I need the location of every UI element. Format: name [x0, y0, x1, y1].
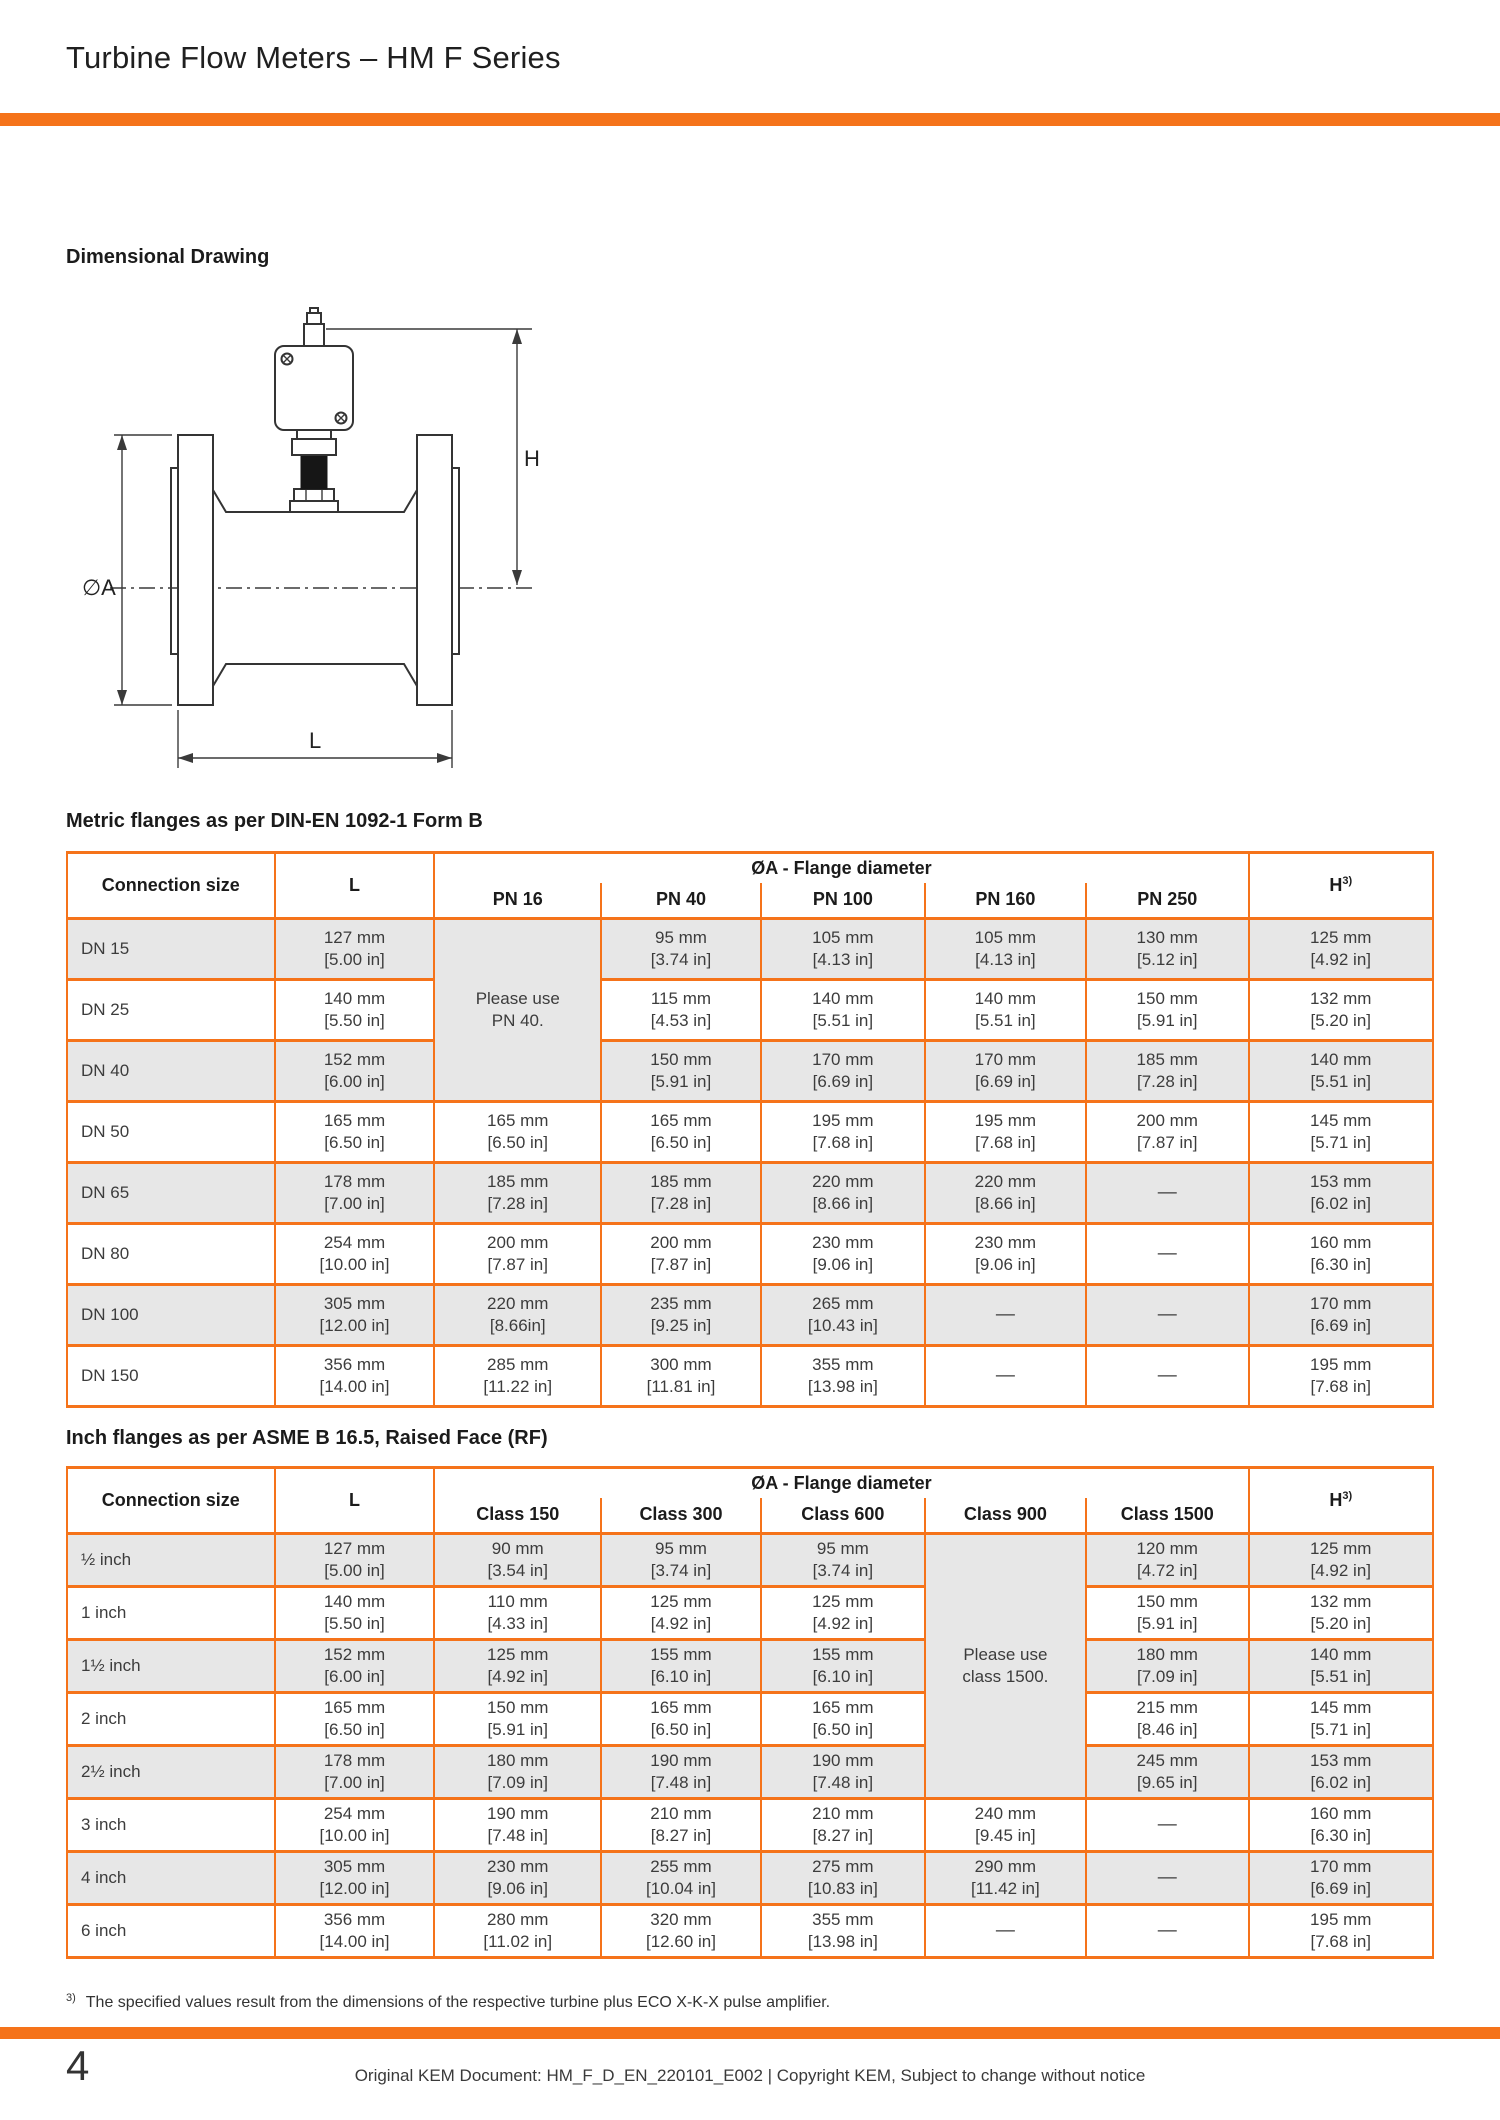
column-subheader: PN 16	[434, 883, 601, 919]
dimension-cell: 145 mm [5.71 in]	[1249, 1693, 1433, 1746]
dimension-cell: 185 mm [7.28 in]	[601, 1163, 761, 1224]
dimension-cell: 195 mm [7.68 in]	[925, 1102, 1086, 1163]
hex-nut	[294, 489, 334, 501]
dimension-label-h: H	[524, 446, 540, 471]
dimension-cell: 215 mm [8.46 in]	[1086, 1693, 1249, 1746]
table-row	[67, 1534, 1433, 1587]
row-label: DN 15	[67, 919, 275, 980]
table-row	[67, 1163, 1433, 1224]
right-flange-back	[452, 468, 459, 654]
neck	[297, 430, 331, 439]
dimension-cell: 95 mm [3.74 in]	[761, 1534, 925, 1587]
dimension-cell: 255 mm [10.04 in]	[601, 1852, 761, 1905]
dimension-cell-empty: —	[1086, 1346, 1249, 1407]
column-subheader: Class 300	[601, 1498, 761, 1534]
merged-note-cell: Please use class 1500.	[925, 1534, 1086, 1799]
row-label: DN 50	[67, 1102, 275, 1163]
table-title-metric: Metric flanges as per DIN-EN 1092-1 Form B	[66, 810, 483, 832]
row-label: 2½ inch	[67, 1746, 275, 1799]
metric-flange-table	[66, 851, 1434, 1408]
dimension-cell: 210 mm [8.27 in]	[761, 1799, 925, 1852]
row-label: DN 150	[67, 1346, 275, 1407]
dimension-cell: 280 mm [11.02 in]	[434, 1905, 601, 1958]
dimension-cell: 185 mm [7.28 in]	[1086, 1041, 1249, 1102]
dimension-cell: 320 mm [12.60 in]	[601, 1905, 761, 1958]
cable-gland-cap	[307, 313, 321, 324]
dimension-cell: 355 mm [13.98 in]	[761, 1905, 925, 1958]
dimensional-drawing	[80, 288, 640, 788]
dimension-cell-empty: —	[1086, 1285, 1249, 1346]
table-row	[67, 1852, 1433, 1905]
collar	[292, 439, 336, 455]
row-label: DN 65	[67, 1163, 275, 1224]
dimension-cell: 200 mm [7.87 in]	[601, 1224, 761, 1285]
column-header-h: $H^{3)}$	[1249, 853, 1433, 919]
dimension-cell: 170 mm [6.69 in]	[925, 1041, 1086, 1102]
dimension-cell: 90 mm [3.54 in]	[434, 1534, 601, 1587]
dimension-cell: 180 mm [7.09 in]	[1086, 1640, 1249, 1693]
dimension-cell-empty: —	[1086, 1224, 1249, 1285]
dimension-cell: 200 mm [7.87 in]	[434, 1224, 601, 1285]
dimension-cell: 165 mm [6.50 in]	[601, 1102, 761, 1163]
dimension-cell: 230 mm [9.06 in]	[434, 1852, 601, 1905]
dimension-cell: 300 mm [11.81 in]	[601, 1346, 761, 1407]
accent-bar-top	[0, 113, 1500, 126]
row-label: DN 100	[67, 1285, 275, 1346]
threaded-stem	[301, 455, 327, 489]
column-subheader: Class 600	[761, 1498, 925, 1534]
dimension-label-len: L	[309, 728, 322, 753]
column-header-connection-size: Connection size	[67, 1468, 275, 1534]
dimension-cell: 180 mm [7.09 in]	[434, 1746, 601, 1799]
column-header-l: L	[275, 1468, 435, 1534]
flow-meter-drawing	[80, 288, 640, 788]
dimension-cell: 230 mm [9.06 in]	[925, 1224, 1086, 1285]
dimension-cell: 170 mm [6.69 in]	[1249, 1852, 1433, 1905]
dimension-cell: 127 mm [5.00 in]	[275, 919, 435, 980]
dimension-cell: 145 mm [5.71 in]	[1249, 1102, 1433, 1163]
sensor-boss	[290, 501, 338, 512]
dimension-cell: 265 mm [10.43 in]	[761, 1285, 925, 1346]
table-row	[67, 1285, 1433, 1346]
dimension-cell: 110 mm [4.33 in]	[434, 1587, 601, 1640]
dimension-cell-empty: —	[925, 1905, 1086, 1958]
dimension-cell: 95 mm [3.74 in]	[601, 919, 761, 980]
table-row	[67, 1224, 1433, 1285]
table-row	[67, 1640, 1433, 1693]
dimension-cell: 178 mm [7.00 in]	[275, 1163, 435, 1224]
dimension-cell: 153 mm [6.02 in]	[1249, 1746, 1433, 1799]
dimension-cell: 200 mm [7.87 in]	[1086, 1102, 1249, 1163]
dimension-cell: 140 mm [5.50 in]	[275, 980, 435, 1041]
table-row	[67, 1693, 1433, 1746]
column-group-header-flange-diameter: ØA - Flange diameter	[434, 853, 1248, 883]
dimension-cell: 230 mm [9.06 in]	[761, 1224, 925, 1285]
row-label: ½ inch	[67, 1534, 275, 1587]
dimension-cell: 155 mm [6.10 in]	[601, 1640, 761, 1693]
column-subheader: Class 150	[434, 1498, 601, 1534]
dimension-cell: 130 mm [5.12 in]	[1086, 919, 1249, 980]
table-row	[67, 919, 1433, 980]
table-row	[67, 1346, 1433, 1407]
dimension-cell: 125 mm [4.92 in]	[434, 1640, 601, 1693]
accent-bar-bottom	[0, 2027, 1500, 2039]
dimension-cell: 140 mm [5.51 in]	[761, 980, 925, 1041]
dimension-cell: 155 mm [6.10 in]	[761, 1640, 925, 1693]
dimension-cell: 160 mm [6.30 in]	[1249, 1224, 1433, 1285]
dimension-cell: 125 mm [4.92 in]	[601, 1587, 761, 1640]
dimension-cell: 245 mm [9.65 in]	[1086, 1746, 1249, 1799]
footnote-text: The specified values result from the dimensions of the respective turbine plus ECO X-K-X pulse amplifier.	[85, 1994, 831, 2011]
row-label: DN 25	[67, 980, 275, 1041]
dimension-cell-empty: —	[1086, 1163, 1249, 1224]
dimension-cell: 170 mm [6.69 in]	[1249, 1285, 1433, 1346]
dimension-cell: 127 mm [5.00 in]	[275, 1534, 435, 1587]
dimension-cell: 195 mm [7.68 in]	[761, 1102, 925, 1163]
column-group-header-flange-diameter: ØA - Flange diameter	[434, 1468, 1248, 1498]
row-label: 1 inch	[67, 1587, 275, 1640]
row-label: 3 inch	[67, 1799, 275, 1852]
dimension-cell: 220 mm [8.66 in]	[925, 1163, 1086, 1224]
dimension-cell: 356 mm [14.00 in]	[275, 1905, 435, 1958]
dimension-cell: 140 mm [5.50 in]	[275, 1587, 435, 1640]
dimension-cell: 190 mm [7.48 in]	[434, 1799, 601, 1852]
column-header-l: L	[275, 853, 435, 919]
dimension-cell: 195 mm [7.68 in]	[1249, 1905, 1433, 1958]
column-subheader: PN 160	[925, 883, 1086, 919]
dimension-cell: 190 mm [7.48 in]	[601, 1746, 761, 1799]
dimension-cell-empty: —	[1086, 1799, 1249, 1852]
dimension-cell: 132 mm [5.20 in]	[1249, 980, 1433, 1041]
dimension-cell: 240 mm [9.45 in]	[925, 1799, 1086, 1852]
column-header-connection-size: Connection size	[67, 853, 275, 919]
dimension-cell: 190 mm [7.48 in]	[761, 1746, 925, 1799]
table-row	[67, 1041, 1433, 1102]
table-row	[67, 1746, 1433, 1799]
dimension-cell: 165 mm [6.50 in]	[275, 1102, 435, 1163]
dimension-cell: 220 mm [8.66 in]	[761, 1163, 925, 1224]
footer-document-info: Original KEM Document: HM_F_D_EN_220101_E002 | Copyright KEM, Subject to change without notice	[354, 2066, 1146, 2085]
dimension-cell: 165 mm [6.50 in]	[601, 1693, 761, 1746]
dimension-cell: 95 mm [3.74 in]	[601, 1534, 761, 1587]
dimension-cell: 150 mm [5.91 in]	[601, 1041, 761, 1102]
row-label: 1½ inch	[67, 1640, 275, 1693]
dimension-cell: 235 mm [9.25 in]	[601, 1285, 761, 1346]
dimension-cell: 254 mm [10.00 in]	[275, 1799, 435, 1852]
dimension-cell: 115 mm [4.53 in]	[601, 980, 761, 1041]
dimension-cell: 132 mm [5.20 in]	[1249, 1587, 1433, 1640]
column-subheader: PN 250	[1086, 883, 1249, 919]
dimension-cell: 356 mm [14.00 in]	[275, 1346, 435, 1407]
table-row	[67, 1102, 1433, 1163]
dimension-cell: 152 mm [6.00 in]	[275, 1041, 435, 1102]
hex-nut-facets	[306, 490, 322, 500]
row-label: 6 inch	[67, 1905, 275, 1958]
column-subheader: Class 900	[925, 1498, 1086, 1534]
dimension-cell: 305 mm [12.00 in]	[275, 1852, 435, 1905]
row-label: DN 80	[67, 1224, 275, 1285]
footnote-marker: 3)	[66, 1991, 76, 2004]
dimension-cell: 195 mm [7.68 in]	[1249, 1346, 1433, 1407]
dimension-cell: 120 mm [4.72 in]	[1086, 1534, 1249, 1587]
dimension-cell: 285 mm [11.22 in]	[434, 1346, 601, 1407]
dimension-cell: 165 mm [6.50 in]	[434, 1102, 601, 1163]
table-row	[67, 1905, 1433, 1958]
dimension-cell: 125 mm [4.92 in]	[1249, 919, 1433, 980]
dimension-cell: 220 mm [8.66in]	[434, 1285, 601, 1346]
table-row	[67, 1799, 1433, 1852]
dimension-cell: 105 mm [4.13 in]	[925, 919, 1086, 980]
table-title-inch: Inch flanges as per ASME B 16.5, Raised Face (RF)	[66, 1427, 548, 1449]
dimension-cell-empty: —	[925, 1285, 1086, 1346]
dimension-cell: 160 mm [6.30 in]	[1249, 1799, 1433, 1852]
dimension-cell: 210 mm [8.27 in]	[601, 1799, 761, 1852]
left-flange-disc	[178, 435, 213, 705]
page-title: Turbine Flow Meters – HM F Series	[66, 40, 561, 75]
table-row	[67, 1587, 1433, 1640]
column-subheader: PN 40	[601, 883, 761, 919]
dimension-cell-empty: —	[925, 1346, 1086, 1407]
dimension-label-dia: ∅A	[82, 575, 116, 600]
column-subheader: Class 1500	[1086, 1498, 1249, 1534]
dimension-cell: 178 mm [7.00 in]	[275, 1746, 435, 1799]
dimension-cell: 165 mm [6.50 in]	[761, 1693, 925, 1746]
row-label: 2 inch	[67, 1693, 275, 1746]
section-title-dimensional-drawing: Dimensional Drawing	[66, 246, 270, 268]
row-label: DN 40	[67, 1041, 275, 1102]
dimension-cell-empty: —	[1086, 1905, 1249, 1958]
dimension-cell: 275 mm [10.83 in]	[761, 1852, 925, 1905]
dimension-cell: 125 mm [4.92 in]	[1249, 1534, 1433, 1587]
cable-gland-base	[304, 324, 324, 346]
dimension-cell: 125 mm [4.92 in]	[761, 1587, 925, 1640]
dimension-cell: 152 mm [6.00 in]	[275, 1640, 435, 1693]
page-number: 4	[66, 2042, 90, 2089]
dimension-cell: 165 mm [6.50 in]	[275, 1693, 435, 1746]
dimension-cell: 290 mm [11.42 in]	[925, 1852, 1086, 1905]
dimension-cell: 153 mm [6.02 in]	[1249, 1163, 1433, 1224]
dimension-cell: 140 mm [5.51 in]	[925, 980, 1086, 1041]
dimension-cell: 305 mm [12.00 in]	[275, 1285, 435, 1346]
body-bottom-outline	[213, 664, 417, 686]
dimension-cell: 140 mm [5.51 in]	[1249, 1041, 1433, 1102]
dimension-cell: 355 mm [13.98 in]	[761, 1346, 925, 1407]
row-label: 4 inch	[67, 1852, 275, 1905]
dimension-cell: 150 mm [5.91 in]	[1086, 980, 1249, 1041]
footnote	[66, 1991, 1366, 2012]
dimension-cell: 150 mm [5.91 in]	[434, 1693, 601, 1746]
dimension-cell: 170 mm [6.69 in]	[761, 1041, 925, 1102]
dimension-cell: 140 mm [5.51 in]	[1249, 1640, 1433, 1693]
inch-flange-table	[66, 1466, 1434, 1959]
column-header-h: $H^{3)}$	[1249, 1468, 1433, 1534]
dimension-cell: 105 mm [4.13 in]	[761, 919, 925, 980]
right-flange-disc	[417, 435, 452, 705]
dimension-cell-empty: —	[1086, 1852, 1249, 1905]
column-subheader: PN 100	[761, 883, 925, 919]
dimension-cell: 185 mm [7.28 in]	[434, 1163, 601, 1224]
merged-note-cell: Please use PN 40.	[434, 919, 601, 1102]
left-flange-back	[171, 468, 178, 654]
table-row	[67, 980, 1433, 1041]
dimension-cell: 150 mm [5.91 in]	[1086, 1587, 1249, 1640]
dimension-cell: 254 mm [10.00 in]	[275, 1224, 435, 1285]
